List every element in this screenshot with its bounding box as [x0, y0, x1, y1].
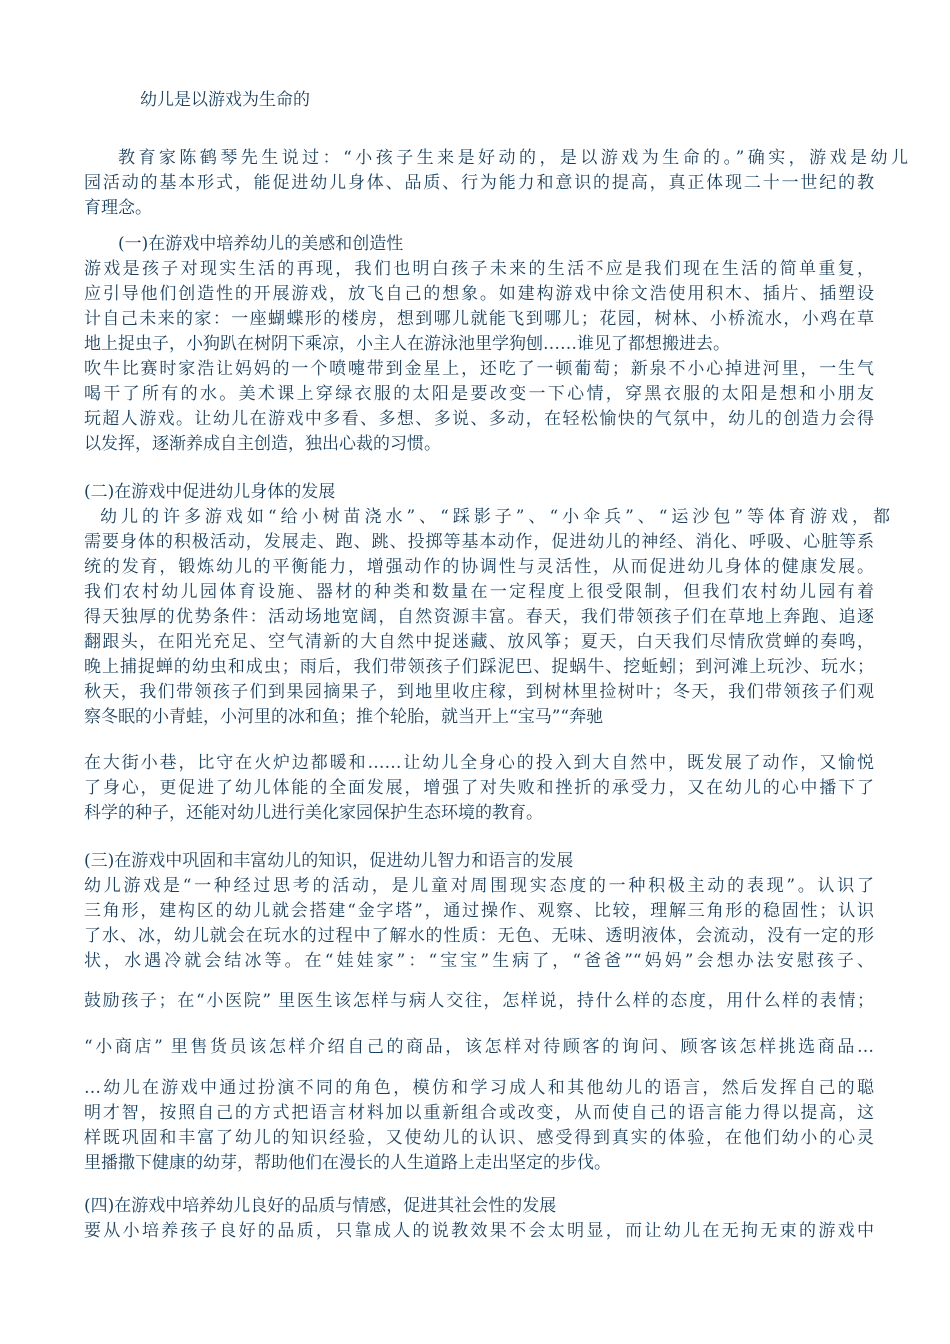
body-line: 样既巩固和丰富了幼儿的知识经验，又使幼儿的认识、感受得到真实的体验，在他们幼小的心灵 [84, 1128, 874, 1148]
section-heading: (三)在游戏中巩固和丰富幼儿的知识，促进幼儿智力和语言的发展 [84, 851, 574, 871]
body-line: 明才智，按照自己的方式把语言材料加以重新组合或改变，从而使自己的语言能力得以提高，这 [84, 1103, 874, 1123]
body-line: 了水、冰，幼儿就会在玩水的过程中了解水的性质：无色、无味、透明液体，会流动，没有一定的形 [84, 926, 874, 946]
intro-line: 园活动的基本形式，能促进幼儿身体、品质、行为能力和意识的提高，真正体现二十一世纪的教 [84, 173, 874, 193]
body-line: 察冬眠的小青蛙，小河里的冰和鱼；推个轮胎，就当开上“宝马”“奔驰 [84, 707, 604, 727]
body-line: “小商店” 里售货员该怎样介绍自己的商品，该怎样对待顾客的询问、顾客该怎样挑选商品… [84, 1037, 874, 1057]
body-line: 了身心，更促进了幼儿体能的全面发展，增强了对失败和挫折的承受力，又在幼儿的心中播下了 [84, 778, 874, 798]
body-line: 科学的种子，还能对幼儿进行美化家园保护生态环境的教育。 [84, 803, 543, 823]
section-heading: (一)在游戏中培养幼儿的美感和创造性 [118, 234, 404, 254]
intro-line: 教育家陈鹤琴先生说过：“小孩子生来是好动的，是以游戏为生命的。”确实，游戏是幼儿 [118, 148, 908, 168]
body-line: 计自己未来的家：一座蝴蝶形的楼房，想到哪儿就能飞到哪儿；花园，树林、小桥流水，小鸡在草 [84, 309, 874, 329]
body-line: 统的发育，锻炼幼儿的平衡能力，增强动作的协调性与灵活性，从而促进幼儿身体的健康发展。 [84, 557, 874, 577]
section-heading: (二)在游戏中促进幼儿身体的发展 [84, 482, 336, 502]
body-line: 在大街小巷，比守在火炉边都暖和……让幼儿全身心的投入到大自然中，既发展了动作，又愉悦 [84, 753, 874, 773]
body-line: 需要身体的积极活动，发展走、跑、跳、投掷等基本动作，促进幼儿的神经、消化、呼吸、心脏等系 [84, 532, 874, 552]
body-line: 我们农村幼儿园体育设施、器材的种类和数量在一定程度上很受限制，但我们农村幼儿园有着 [84, 582, 874, 602]
body-line: 里播撒下健康的幼芽，帮助他们在漫长的人生道路上走出坚定的步伐。 [84, 1153, 611, 1173]
body-line: …幼儿在游戏中通过扮演不同的角色，模仿和学习成人和其他幼儿的语言，然后发挥自己的聪 [84, 1078, 874, 1098]
body-line: 幼儿游戏是“一种经过思考的活动，是儿童对周围现实态度的一种积极主动的表现”。认识了 [84, 876, 874, 896]
body-line: 三角形，建构区的幼儿就会搭建“金字塔”，通过操作、观察、比较，理解三角形的稳固性；认识 [84, 901, 874, 921]
body-line: 状，水遇冷就会结冰等。在“娃娃家”：“宝宝”生病了，“爸爸”“妈妈”会想办法安慰孩子、 [84, 951, 874, 971]
body-line: 幼儿的许多游戏如“给小树苗浇水”、“踩影子”、“小伞兵”、“运沙包”等体育游戏，都 [100, 507, 890, 527]
body-line: 地上捉虫子，小狗趴在树阴下乘凉，小主人在游泳池里学狗刨……谁见了都想搬进去。 [84, 334, 730, 354]
body-line: 应引导他们创造性的开展游戏，放飞自己的想象。如建构游戏中徐文浩使用积木、插片、插塑设 [84, 284, 874, 304]
body-line: 要从小培养孩子良好的品质，只靠成人的说教效果不会太明显，而让幼儿在无拘无束的游戏中 [84, 1221, 874, 1241]
page-title: 幼儿是以游戏为生命的 [140, 90, 310, 110]
section-heading: (四)在游戏中培养幼儿良好的品质与情感，促进其社会性的发展 [84, 1196, 557, 1216]
body-line: 晚上捕捉蝉的幼虫和成虫；雨后，我们带领孩子们踩泥巴、捉蜗牛、挖蚯蚓；到河滩上玩沙、玩水； [84, 657, 874, 677]
body-line: 喝干了所有的水。美术课上穿绿衣服的太阳是要改变一下心情，穿黑衣服的太阳是想和小朋友 [84, 384, 874, 404]
body-line: 翻跟头，在阳光充足、空气清新的大自然中捉迷藏、放风筝；夏天，白天我们尽情欣赏蝉的奏鸣， [84, 632, 874, 652]
body-line: 吹牛比赛时家浩让妈妈的一个喷嚏带到金星上，还吃了一顿葡萄；新泉不小心掉进河里，一生气 [84, 359, 874, 379]
body-line: 得天独厚的优势条件：活动场地宽阔，自然资源丰富。春天，我们带领孩子们在草地上奔跑、追逐 [84, 607, 874, 627]
intro-line: 育理念。 [84, 198, 152, 218]
body-line: 玩超人游戏。让幼儿在游戏中多看、多想、多说、多动，在轻松愉快的气氛中，幼儿的创造力会得 [84, 409, 874, 429]
body-line: 秋天，我们带领孩子们到果园摘果子，到地里收庄稼，到树林里捡树叶；冬天，我们带领孩子们观 [84, 682, 874, 702]
body-line: 以发挥，逐渐养成自主创造，独出心裁的习惯。 [84, 434, 441, 454]
body-line: 鼓励孩子；在“小医院” 里医生该怎样与病人交往，怎样说，持什么样的态度，用什么样的表情； [84, 991, 874, 1011]
body-line: 游戏是孩子对现实生活的再现，我们也明白孩子未来的生活不应是我们现在生活的简单重复， [84, 259, 874, 279]
